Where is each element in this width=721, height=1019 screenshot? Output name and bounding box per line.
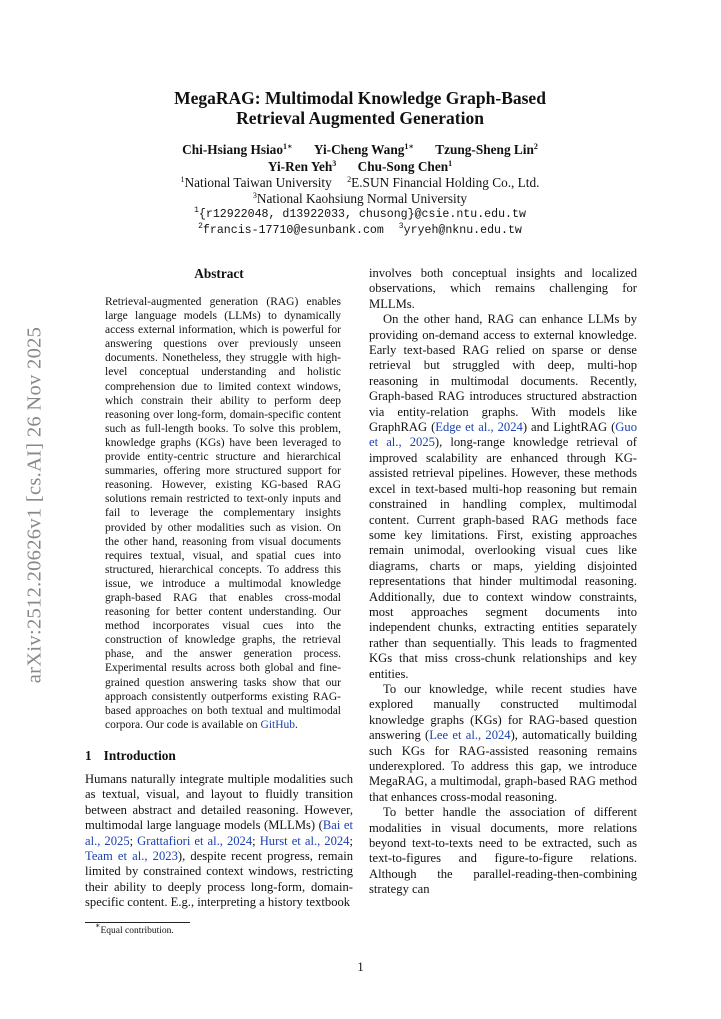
citation-link[interactable]: Bai et al., 2025 [85, 818, 353, 848]
author-list [85, 141, 635, 175]
citation-link[interactable]: Grattafiori et al., 2024 [137, 833, 253, 848]
email: $^3$yryeh@nknu.edu.tw [398, 222, 522, 237]
footnote: ∗Equal contribution. [95, 921, 174, 936]
citation-link[interactable]: Lee et al., 2024 [429, 728, 511, 743]
email-row-1 [85, 207, 635, 223]
author: Chi-Hsiang Hsiao$^{1∗}$ [182, 142, 293, 157]
github-link[interactable]: GitHub [260, 718, 296, 731]
abstract-body: Retrieval-augmented generation (RAG) enables large language models (LLMs) to dynamically access external information, which is powerful for answering questions over previously unseen documents. Nonetheless, they struggle with high-level conceptual understanding and holistic comprehension due to limited context windows, which constrain their ability to perform deep reasoning over long-form, domain-specific content such as full-length books. To solve this problem, knowledge graphs (KGs) have been leveraged to provide entity-centric structure and hierarchical summaries, offering more structured support for reasoning. However, existing KG-based RAG solutions remain restricted to text-only inputs and fail to leverage the complementary insights provided by other modalities such as vision. On the other hand, reasoning from visual documents requires textual, visual, and spatial cues into structured, hierarchical concepts. To address this issue, we introduce a multimodal knowledge graph-based RAG that enables cross-modal reasoning for better content understanding. Our method incorporates visual cues into the construction of knowledge graphs, the retrieval phase, and the answer generation process. Experimental results across both global and fine-grained question answering tasks show that our approach consistently outperforms existing RAG-based approaches on both textual and multimodal corpora. Our code is available on GitHub. [105, 296, 341, 731]
intro-paragraph-2: On the other hand, RAG can enhance LLMs by providing on-demand access to external knowledge. Early text-based RAG relied on sparse or dense retrieval but struggled with deep, multi-hop reasoning in multimodal documents. Recently, Graph-based RAG introduces structured abstraction via entity-relation graphs. With models like GraphRAG (Edge et al., 2024) and LightRAG (Guo et al., 2025), long-range knowledge retrieval of improved scalability are enhanced through KG-assisted retrieval pipelines. However, these methods excel in text-based multi-hop reasoning but remain constrained in handling complex, multimodal content. Current graph-based RAG methods face some key limitations. First, existing approaches remain unimodal, overlooking visual cues like diagrams, charts or maps, yielding disjointed representations that hinder multimodal reasoning. Additionally, due to context window constraints, most approaches segment documents into independent chunks, extracting entities separately rather than sequentially. This leads to fragmented KGs that miss cross-chunk relationships and key entities. [369, 312, 638, 681]
paper-title [85, 88, 635, 128]
affiliation: $^2$E.SUN Financial Holding Co., Ltd. [347, 175, 540, 190]
author: Chu-Song Chen$^1$ [357, 159, 453, 174]
author: Yi-Cheng Wang$^{1∗}$ [313, 142, 414, 157]
section-heading-introduction: 1 Introduction [85, 747, 176, 763]
author-row-1 [85, 141, 635, 158]
email-list [85, 207, 635, 239]
author: Yi-Ren Yeh$^3$ [267, 159, 337, 174]
citation-link[interactable]: Hurst et al., 2024 [259, 833, 350, 848]
email: $^2$francis-17710@esunbank.com [198, 222, 384, 237]
abstract-heading: Abstract [194, 266, 244, 281]
email-row-2 [85, 223, 635, 239]
intro-paragraph-3: To our knowledge, while recent studies have explored manually constructed multimodal knowledge graphs (KGs) for RAG-based question answering (Lee et al., 2024), automatically building such KGs for RAG-assisted reasoning remains underexplored. To address this gap, we introduce MegaRAG, a multimodal, graph-based RAG method that enhances cross-modal reasoning. [369, 681, 637, 804]
author: Tzung-Sheng Lin$^2$ [435, 142, 538, 157]
intro-paragraph-1-continued: involves both conceptual insights and localized observations, which remains challenging for MLLMs. [369, 266, 637, 311]
intro-paragraph-1-tail: ), despite recent progress, remain limited by constrained context windows, restricting their ability to deeply process long-form, domain-specific content. E.g., interpreting a history textbook [85, 848, 353, 910]
affiliation: $^1$National Taiwan University [180, 175, 332, 190]
intro-paragraph-1: Humans naturally integrate multiple modalities such as textual, visual, and layout to fluidly transition between abstract and detailed reasoning. However, multimodal large language models (MLLMs) (Bai et al., 2025; Grattafiori et al., 2024; Hurst et al., 2024; Team et al., 2023), despite recent progress, remain limited by constrained context windows, restricting their ability to deeply process long-form, domain-specific content. E.g., interpreting a history textbook [85, 771, 353, 910]
affiliation: $^3$National Kaohsiung Normal University [252, 191, 468, 206]
author-row-2 [85, 158, 635, 175]
title-line-2: Retrieval Augmented Generation [236, 108, 484, 128]
affiliation-list [85, 175, 635, 207]
left-column [85, 266, 353, 911]
arxiv-identifier: arXiv:2512.20626v1 [cs.AI] 26 Nov 2025 [23, 326, 46, 684]
citation-link[interactable]: Guo et al., 2025 [369, 420, 637, 450]
title-line-1: MegaRAG: Multimodal Knowledge Graph-Based [174, 88, 546, 108]
citation-link[interactable]: Edge et al., 2024 [435, 420, 523, 435]
intro-paragraph-4: To better handle the association of different modalities in visual documents, more relations beyond text-to-texts need to be extracted, such as text-to-figures and figure-to-figure relations. Although the parallel-reading-then-combining strategy can [369, 805, 637, 897]
affiliation-row-1 [85, 175, 635, 191]
page-number: 1 [357, 960, 364, 974]
right-column [369, 266, 637, 898]
paper-header [85, 88, 635, 239]
footnote-divider [85, 922, 190, 923]
affiliation-row-2 [85, 191, 635, 207]
citation-link[interactable]: Team et al., 2023 [85, 848, 178, 863]
email: $^1${r12922048, d13922033, chusong}@csie.ntu.edu.tw [194, 206, 526, 221]
